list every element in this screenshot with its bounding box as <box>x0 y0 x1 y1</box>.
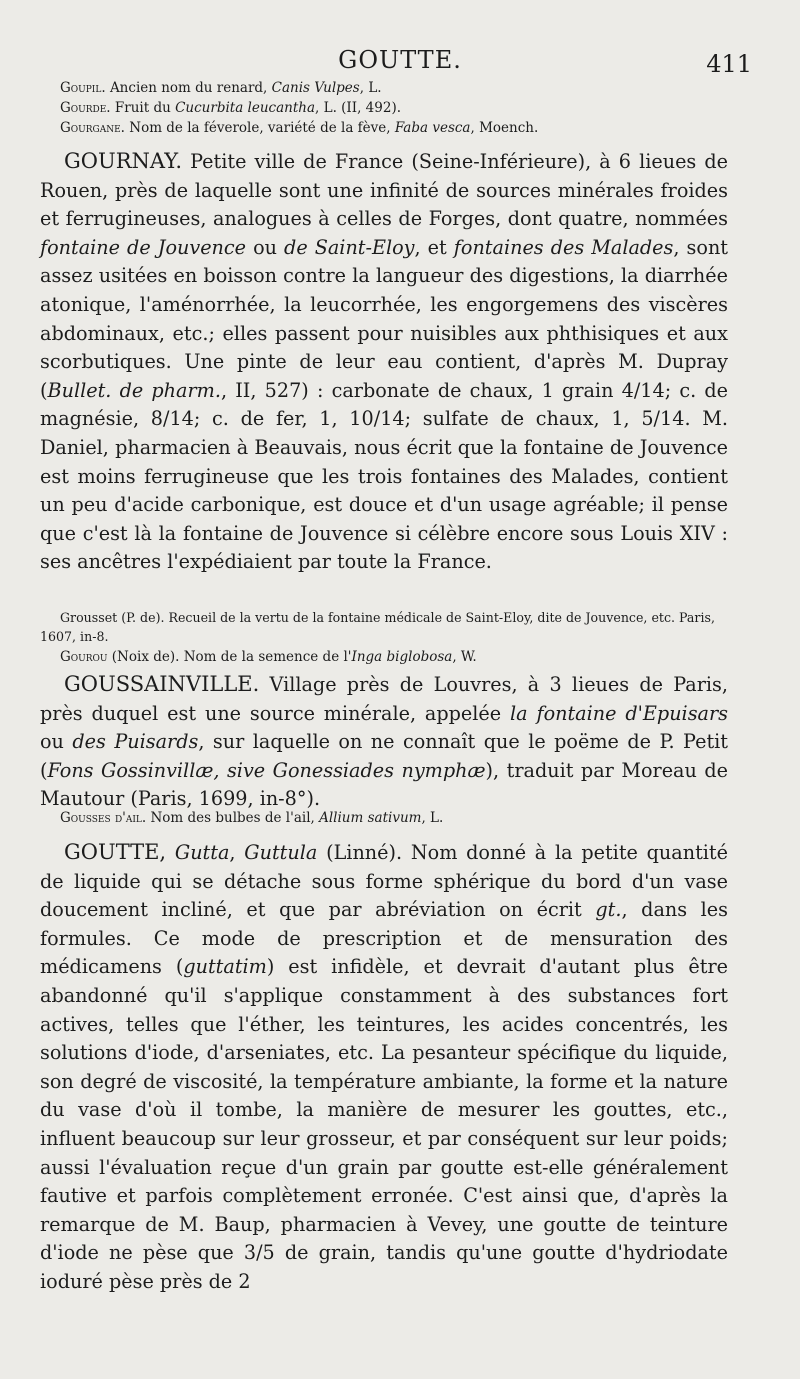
entry-gourou: Gourou (Noix de). Nom de la semence de l'Inga biglobosa, W. <box>60 649 477 665</box>
page-number: 411 <box>706 50 752 78</box>
running-head: GOUTTE. <box>338 46 462 74</box>
entry-head: Gousses d'ail. <box>60 810 147 826</box>
entry-head: GOUTTE, <box>64 840 167 864</box>
entry-gourde: Gourde. Fruit du Cucurbita leucantha, L. (II, 492). <box>60 100 402 116</box>
entry-head: Gourou <box>60 649 108 665</box>
entry-gourgane: Gourgane. Nom de la féverole, variété de la fève, Faba vesca, Moench. <box>60 120 539 136</box>
bibliographic-note: Grousset (P. de). Recueil de la vertu de la fontaine médicale de Saint-Eloy, dite de Jouvence, etc. Paris, 1607, in-8. <box>40 610 715 644</box>
entry-goutte: GOUTTE, Gutta, Guttula (Linné). Nom donné à la petite quantité de liquide qui se détache sous forme sphérique du bord d'un vase doucement incliné, et que par abréviation on écrit gt., dans les formules. Ce mode de prescription et de mensuration des médicamens (guttatim) est infidèle, et devrait d'autant plus être abandonné qu'il s'applique constamment à des substances fort actives, telles que l'éther, les teintures, les acides concentrés, les solutions d'iode, d'arseniates, etc. La pesanteur spécifique du liquide, son degré de viscosité, la température ambiante, la forme et la nature du vase d'où il tombe, la manière de mesurer les gouttes, etc., influent beaucoup sur leur grosseur, et par conséquent sur leur poids; aussi l'évaluation reçue d'un grain par goutte est-elle généralement fautive et parfois complètement erronée. C'est ainsi que, d'après la remarque de M. Baup, pharmacien à Vevey, une goutte de teinture d'iode ne pèse que 3/5 de grain, tandis qu'une goutte d'hydriodate ioduré pèse près de 2 <box>40 840 729 1293</box>
entry-head: Gourgane. <box>60 120 125 136</box>
entry-head: Goupil. <box>60 80 106 96</box>
entry-head: GOURNAY. <box>64 149 183 173</box>
entry-head: Gourde. <box>60 100 111 116</box>
entry-goupil: Goupil. Ancien nom du renard, Canis Vulpes, L. <box>60 80 382 96</box>
entry-goussainville: GOUSSAINVILLE. Village près de Louvres, à 3 lieues de Paris, près duquel est une source minérale, appelée la fontaine d'Epuisars ou des Puisards, sur laquelle on ne connaît que le poëme de P. Petit (Fons Gossinvillæ, sive Gonessiades nymphæ), traduit par Moreau de Mautour (Paris, 1699, in-8°). <box>40 672 729 811</box>
entry-head: GOUSSAINVILLE. <box>64 672 260 696</box>
entry-gournay: GOURNAY. Petite ville de France (Seine-Inférieure), à 6 lieues de Rouen, près de laquelle sont une infinité de sources minérales froides et ferrugineuses, analogues à celles de Forges, dont quatre, nommées fontaine de Jouvence ou de Saint-Eloy, et fontaines des Malades, sont assez usitées en boisson contre la langueur des digestions, la diarrhée atonique, l'aménorrhée, la leucorrhée, les engorgemens des viscères abdominaux, etc.; elles passent pour nuisibles aux phthisiques et aux scorbutiques. Une pinte de leur eau contient, d'après M. Dupray (Bullet. de pharm., II, 527) : carbonate de chaux, 1 grain 4/14; c. de magnésie, 8/14; c. de fer, 1, 10/14; sulfate de chaux, 1, 5/14. M. Daniel, pharmacien à Beauvais, nous écrit que la fontaine de Jouvence est moins ferrugineuse que les trois fontaines des Malades, contient un peu d'acide carbonique, est douce et d'un usage agréable; il pense que c'est là la fontaine de Jouvence si célèbre encore sous Louis XIV : ses ancêtres l'expédiaient par toute la France. <box>40 149 729 574</box>
entry-gousses: Gousses d'ail. Nom des bulbes de l'ail, Allium sativum, L. <box>60 810 444 826</box>
